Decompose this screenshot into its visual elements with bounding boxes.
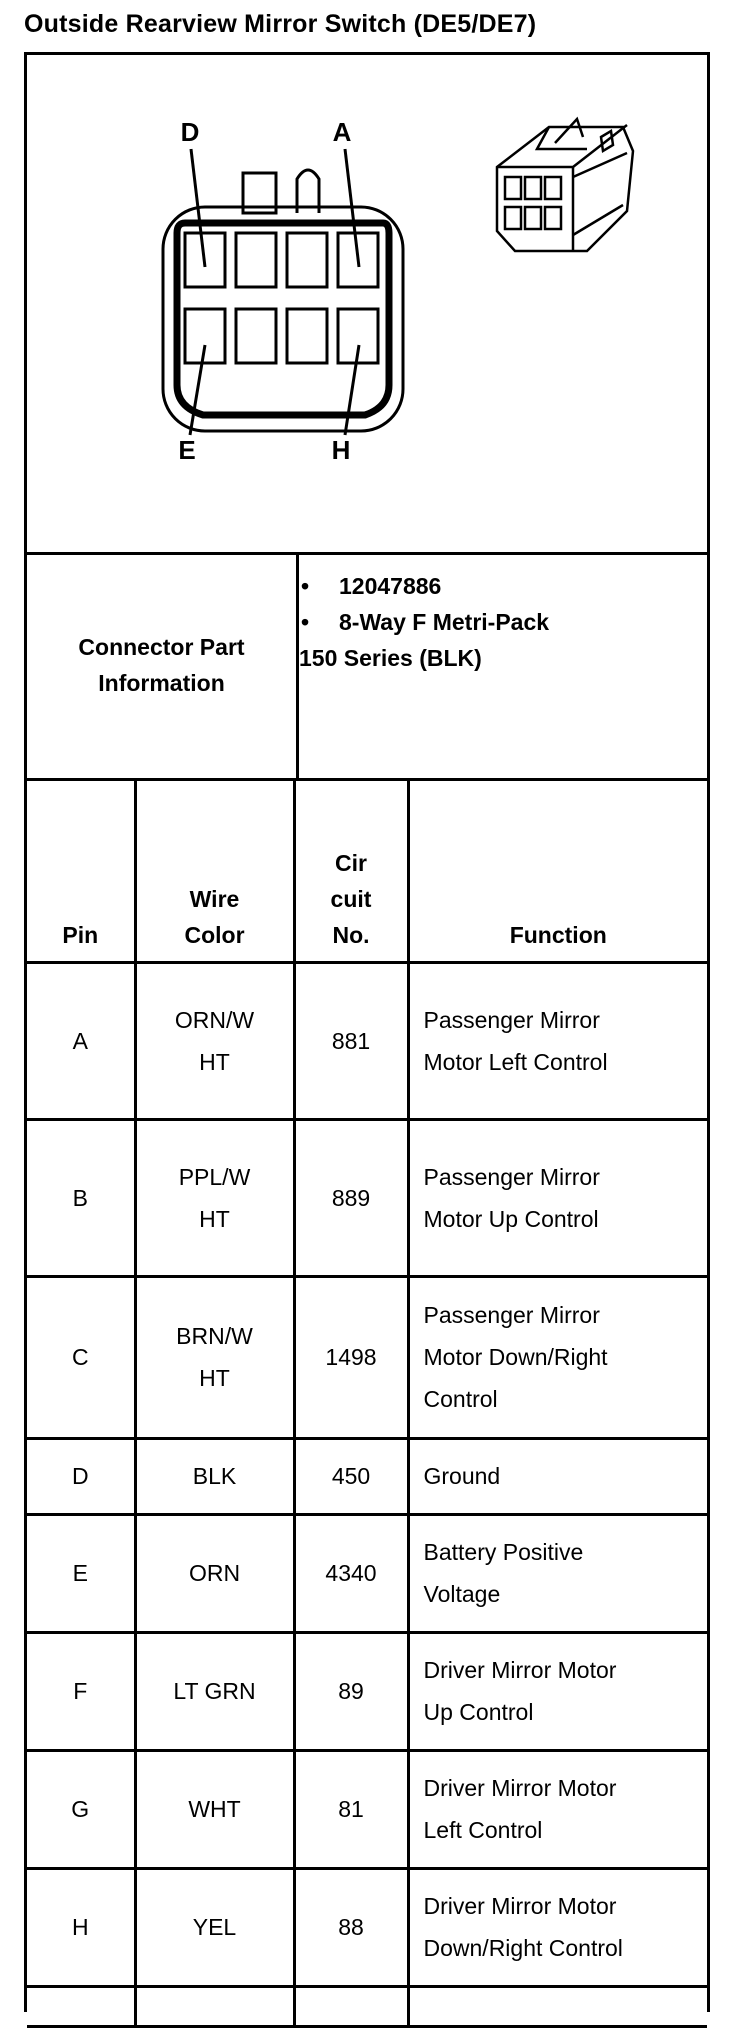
cell-pin: A bbox=[27, 962, 135, 1119]
cell-function: Ground bbox=[408, 1438, 707, 1514]
table-header-row bbox=[27, 778, 707, 962]
pin-cavity-e bbox=[185, 309, 225, 363]
cell-wire-color: ORN/W HT bbox=[135, 962, 294, 1119]
cell-circuit: 889 bbox=[294, 1119, 408, 1276]
label-pin-e: E bbox=[178, 435, 196, 465]
cell-function: Passenger Mirror Motor Left Control bbox=[408, 962, 707, 1119]
label-pin-h: H bbox=[331, 435, 351, 465]
cell-wire-color: LT GRN bbox=[135, 1632, 294, 1750]
cell-pin: E bbox=[27, 1514, 135, 1632]
part-info-label: Connector Part Information bbox=[78, 634, 245, 696]
cell-pin: F bbox=[27, 1632, 135, 1750]
pin-cavity-f bbox=[236, 309, 276, 363]
header-wire-color: Wire Color bbox=[135, 778, 294, 962]
label-pin-a: A bbox=[332, 117, 352, 147]
header-pin: Pin bbox=[27, 778, 135, 962]
cell-wire-color: BLK bbox=[135, 1438, 294, 1514]
cell-pin: G bbox=[27, 1750, 135, 1868]
cell-wire-color: YEL bbox=[135, 1868, 294, 1986]
cell-function: Passenger Mirror Motor Up Control bbox=[408, 1119, 707, 1276]
table-row bbox=[27, 1868, 707, 1986]
cell-function: Passenger Mirror Motor Down/Right Control bbox=[408, 1276, 707, 1438]
table-row bbox=[27, 1750, 707, 1868]
part-info-label-cell bbox=[27, 552, 299, 778]
cell-pin: D bbox=[27, 1438, 135, 1514]
cell-circuit: 88 bbox=[294, 1868, 408, 1986]
part-series: 150 Series (BLK) bbox=[299, 645, 482, 671]
cell-function: Battery Positive Voltage bbox=[408, 1514, 707, 1632]
table-row bbox=[27, 962, 707, 1119]
connector-sheet bbox=[24, 52, 710, 2012]
table-row bbox=[27, 1276, 707, 1438]
connector-isometric-drawing bbox=[497, 119, 633, 251]
cell-wire-color: ORN bbox=[135, 1514, 294, 1632]
pin-cavity-c bbox=[236, 233, 276, 287]
cell-circuit: 1498 bbox=[294, 1276, 408, 1438]
table-row bbox=[27, 1119, 707, 1276]
cell-function: Driver Mirror Motor Down/Right Control bbox=[408, 1868, 707, 1986]
cell-circuit: 81 bbox=[294, 1750, 408, 1868]
pinout-table bbox=[27, 778, 707, 2028]
label-pin-d: D bbox=[180, 117, 200, 147]
page-title: Outside Rearview Mirror Switch (DE5/DE7) bbox=[24, 10, 537, 38]
cell-wire-color: BRN/W HT bbox=[135, 1276, 294, 1438]
header-function: Function bbox=[408, 778, 707, 962]
cell-pin: C bbox=[27, 1276, 135, 1438]
part-info-values bbox=[299, 568, 699, 676]
cell-wire-color: PPL/W HT bbox=[135, 1119, 294, 1276]
table-row bbox=[27, 1438, 707, 1514]
pin-cavity-g bbox=[287, 309, 327, 363]
connector-face-drawing bbox=[27, 55, 707, 552]
connector-diagram bbox=[27, 55, 707, 555]
cell-circuit: 89 bbox=[294, 1632, 408, 1750]
cell-circuit: 450 bbox=[294, 1438, 408, 1514]
table-row bbox=[27, 1632, 707, 1750]
part-description: • 8-Way F Metri-Pack bbox=[299, 604, 699, 640]
cell-wire-color: WHT bbox=[135, 1750, 294, 1868]
cell-pin: B bbox=[27, 1119, 135, 1276]
cell-circuit: 881 bbox=[294, 962, 408, 1119]
pin-cavity-b bbox=[287, 233, 327, 287]
table-row bbox=[27, 1514, 707, 1632]
part-number: • 12047886 bbox=[299, 568, 699, 604]
header-circuit-number: Cir cuit No. bbox=[294, 778, 408, 962]
cell-function: Driver Mirror Motor Up Control bbox=[408, 1632, 707, 1750]
table-row-partial bbox=[27, 1986, 707, 2026]
cell-circuit: 4340 bbox=[294, 1514, 408, 1632]
cell-function: Driver Mirror Motor Left Control bbox=[408, 1750, 707, 1868]
cell-pin: H bbox=[27, 1868, 135, 1986]
connector-part-info-row bbox=[27, 552, 707, 781]
